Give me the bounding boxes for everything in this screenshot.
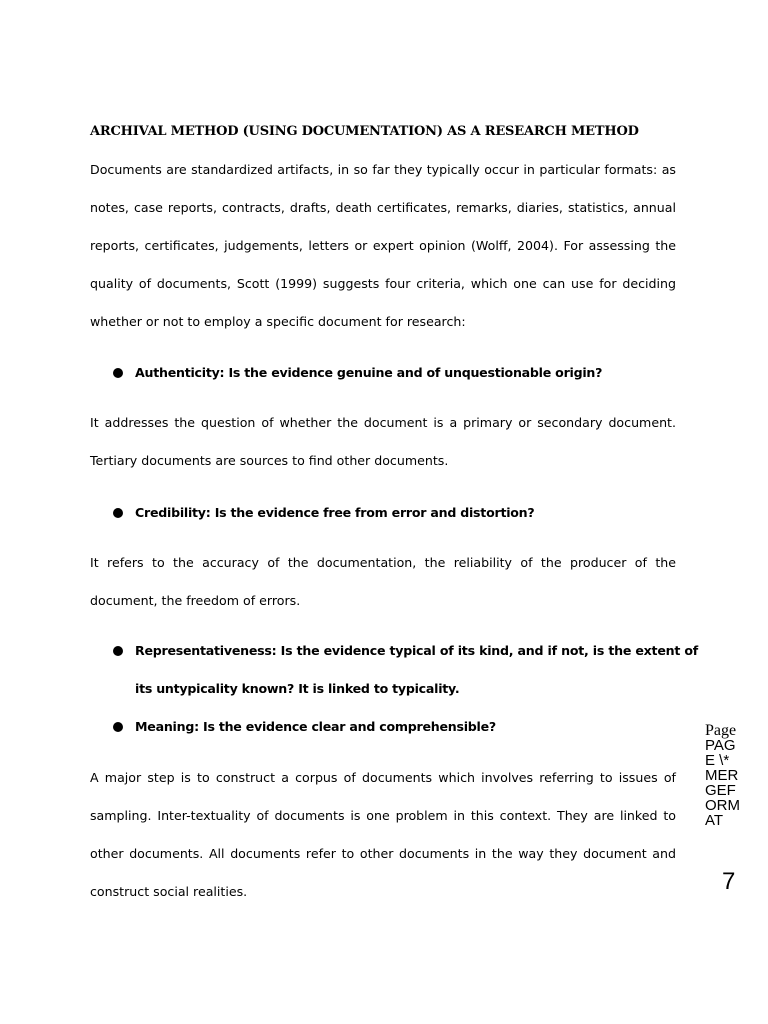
criterion-text: Credibility: Is the evidence free from error and distortion? — [135, 505, 535, 520]
criterion-text: Authenticity: Is the evidence genuine and of unquestionable origin? — [135, 365, 603, 380]
intro-paragraph: Documents are standardized artifacts, in so far they typically occur in particular formats: as notes, case reports, contracts, drafts, death certificates, remarks, diaries, statistics, annual reports, certificates, judgements, letters or expert opinion (Wolff, 2004). For assessing the quality of documents, Scott (1999) suggests four criteria, which one can use for deciding whether or not to employ a specific document for research: — [90, 162, 676, 329]
criterion-text: Representativeness: Is the evidence typical of its kind, and if not, is the extent of its untypicality known? It is linked to typicality. — [135, 643, 698, 696]
closing-paragraph: A major step is to construct a corpus of documents which involves referring to issues of sampling. Inter-textuality of documents is one problem in this context. They are linked to other documents. All documents refer to other documents in the way they document and construct social realities. — [90, 770, 676, 899]
bullet-dot-icon — [113, 646, 123, 656]
field-code: PAGE \* MERGEFORMAT — [705, 737, 740, 829]
authenticity-paragraph: It addresses the question of whether the document is a primary or secondary document. Tertiary documents are sources to find other documents. — [90, 415, 676, 468]
criterion-credibility — [113, 494, 698, 532]
criterion-representativeness — [113, 632, 698, 708]
section-heading: ARCHIVAL METHOD (USING DOCUMENTATION) AS A RESEARCH METHOD — [90, 124, 639, 139]
bullet-dot-icon — [113, 508, 123, 518]
page-number-field — [705, 723, 741, 828]
bullet-dot-icon — [113, 368, 123, 378]
criterion-text: Meaning: Is the evidence clear and comprehensible? — [135, 719, 496, 734]
page-label: Page — [705, 722, 737, 739]
page-number: 7 — [722, 868, 736, 895]
criterion-authenticity — [113, 354, 698, 392]
bullet-dot-icon — [113, 722, 123, 732]
criterion-meaning — [113, 708, 698, 746]
credibility-paragraph: It refers to the accuracy of the documentation, the reliability of the producer of the document, the freedom of errors. — [90, 555, 676, 608]
